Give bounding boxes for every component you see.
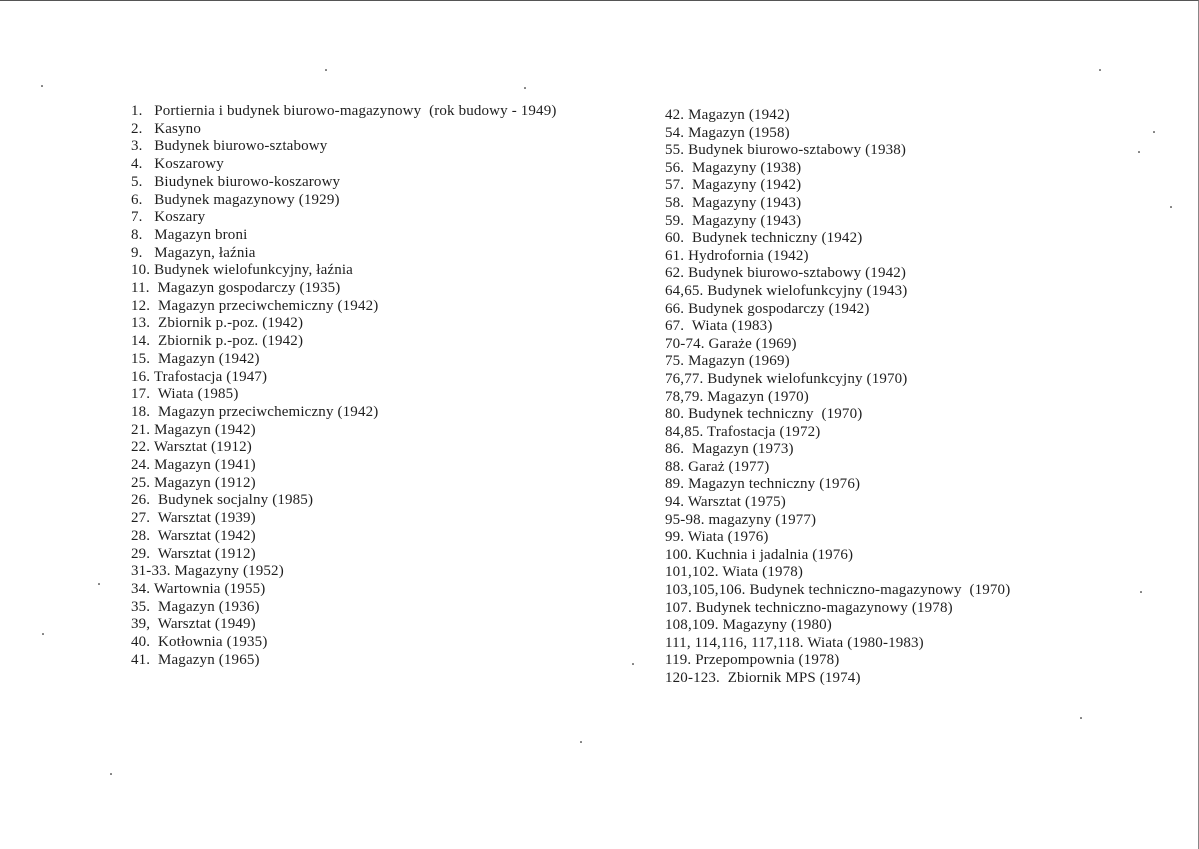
building-list-left [131,103,601,670]
list-item: 86. Magazyn (1973) [665,441,794,458]
list-item: 12. Magazyn przeciwchemiczny (1942) [131,297,379,314]
list-item: 58. Magazyny (1943) [665,194,802,211]
list-item: 16. Trafostacja (1947) [131,368,268,385]
list-item: 3. Budynek biurowo-sztabowy [131,138,328,155]
list-item: 66. Budynek gospodarczy (1942) [665,300,870,317]
list-item: 56. Magazyny (1938) [665,159,802,176]
list-item: 31-33. Magazyny (1952) [131,563,284,580]
list-item: 10. Budynek wielofunkcyjny, łaźnia [131,262,353,279]
list-item: 42. Magazyn (1942) [665,107,790,123]
list-item: 80. Budynek techniczny (1970) [665,406,863,423]
scan-speck [1138,151,1140,153]
list-item: 11. Magazyn gospodarczy (1935) [131,280,341,297]
list-item: 13. Zbiornik p.-poz. (1942) [131,315,304,332]
list-item: 78,79. Magazyn (1970) [665,388,809,405]
list-item: 26. Budynek socjalny (1985) [131,492,314,509]
list-item: 64,65. Budynek wielofunkcyjny (1943) [665,282,908,299]
list-item: 75. Magazyn (1969) [665,353,790,370]
scan-speck [1099,69,1101,71]
list-item: 57. Magazyny (1942) [665,177,802,194]
list-item: 84,85. Trafostacja (1972) [665,423,821,440]
list-item: 35. Magazyn (1936) [131,598,260,615]
list-item: 17. Wiata (1985) [131,386,239,403]
list-item: 7. Koszary [131,209,206,226]
scan-speck [1080,717,1082,719]
list-item: 27. Warsztat (1939) [131,510,256,527]
scan-speck [98,583,100,585]
list-item: 25. Magazyn (1912) [131,474,256,491]
list-item: 6. Budynek magazynowy (1929) [131,191,340,208]
list-item: 14. Zbiornik p.-poz. (1942) [131,333,304,350]
list-item: 62. Budynek biurowo-sztabowy (1942) [665,265,907,282]
list-item: 99. Wiata (1976) [665,529,769,546]
list-item: 22. Warsztat (1912) [131,439,252,456]
list-item: 120-123. Zbiornik MPS (1974) [665,670,861,686]
list-item: 41. Magazyn (1965) [131,651,260,668]
list-item: 24. Magazyn (1941) [131,457,256,474]
list-item: 119. Przepompownia (1978) [665,652,840,669]
list-item: 94. Warsztat (1975) [665,494,786,511]
scan-speck [580,741,582,743]
list-item: 95-98. magazyny (1977) [665,511,817,528]
list-item: 101,102. Wiata (1978) [665,564,804,581]
list-item: 108,109. Magazyny (1980) [665,617,832,634]
scan-speck [110,773,112,775]
list-item: 60. Budynek techniczny (1942) [665,230,863,247]
list-item: 4. Koszarowy [131,156,224,173]
list-item: 40. Kotłownia (1935) [131,634,268,651]
list-item: 28. Warsztat (1942) [131,527,256,544]
list-item: 76,77. Budynek wielofunkcyjny (1970) [665,370,908,387]
list-item: 18. Magazyn przeciwchemiczny (1942) [131,403,379,420]
list-item: 1. Portiernia i budynek biurowo-magazynowy (rok budowy - 1949) [131,103,557,119]
list-item: 59. Magazyny (1943) [665,212,802,229]
list-item: 107. Budynek techniczno-magazynowy (1978) [665,599,953,616]
list-item: 21. Magazyn (1942) [131,421,256,438]
list-item: 39, Warsztat (1949) [131,616,256,633]
list-item: 103,105,106. Budynek techniczno-magazynowy (1970) [665,582,1011,599]
list-item: 88. Garaż (1977) [665,458,770,475]
list-item: 67. Wiata (1983) [665,318,773,335]
scan-speck [632,663,634,665]
scan-speck [42,633,44,635]
list-item: 5. Biudynek biurowo-koszarowy [131,173,341,190]
scan-speck [1153,131,1155,133]
scan-speck [1140,591,1142,593]
list-item: 15. Magazyn (1942) [131,350,260,367]
list-item: 9. Magazyn, łaźnia [131,244,256,261]
list-item: 61. Hydrofornia (1942) [665,247,809,264]
scan-speck [1170,206,1172,208]
scan-speck [41,85,43,87]
list-item: 34. Wartownia (1955) [131,580,266,597]
list-item: 89. Magazyn techniczny (1976) [665,476,861,493]
building-list-right [665,107,1185,688]
scan-speck [524,87,526,89]
list-item: 55. Budynek biurowo-sztabowy (1938) [665,142,907,159]
scan-speck [325,69,327,71]
list-item: 111, 114,116, 117,118. Wiata (1980-1983) [665,634,924,651]
list-item: 2. Kasyno [131,120,201,137]
list-item: 100. Kuchnia i jadalnia (1976) [665,546,854,563]
list-item: 29. Warsztat (1912) [131,545,256,562]
list-item: 54. Magazyn (1958) [665,124,790,141]
list-item: 70-74. Garaże (1969) [665,335,797,352]
list-item: 8. Magazyn broni [131,226,248,243]
